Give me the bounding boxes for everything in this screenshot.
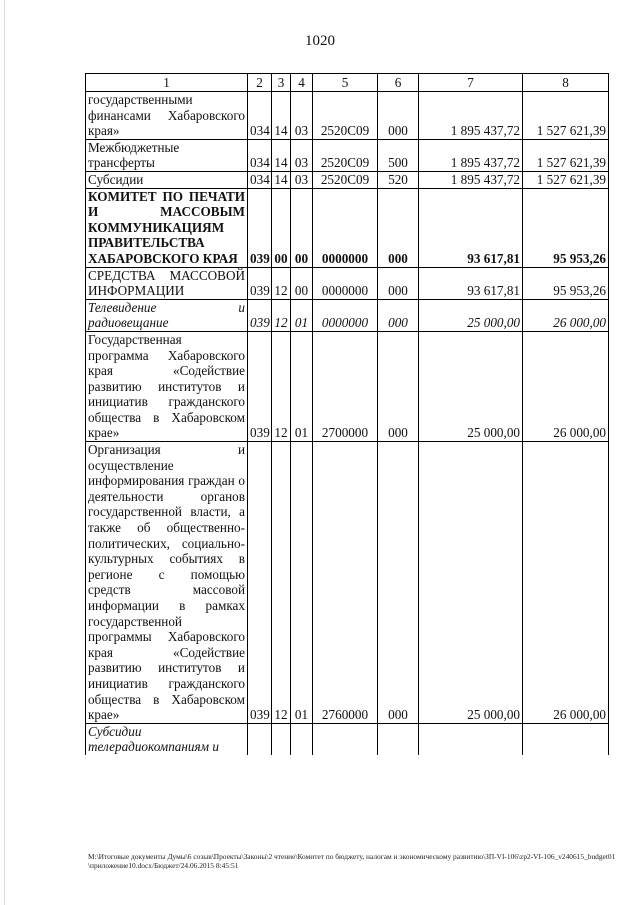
cell-target-article — [313, 723, 378, 755]
column-header: 2 — [248, 74, 272, 92]
cell-amount-year-1: 25 000,00 — [419, 442, 523, 724]
cell-name: КОМИТЕТ ПО ПЕЧАТИ И МАССОВЫМ КОММУНИКАЦИЯМ ПРАВИТЕЛЬСТВА ХАБАРОВСКОГО КРАЯ — [86, 188, 248, 267]
cell-amount-year-2 — [523, 723, 609, 755]
column-header: 6 — [378, 74, 419, 92]
cell-name: Субсидии — [86, 171, 248, 188]
cell-amount-year-1 — [419, 723, 523, 755]
cell-expense-type: 000 — [378, 267, 419, 299]
cell-admin-code — [248, 723, 272, 755]
cell-target-article: 0000000 — [313, 188, 378, 267]
page-number: 1020 — [305, 33, 335, 49]
cell-amount-year-1: 1 895 437,72 — [419, 92, 523, 140]
table-body — [86, 92, 609, 755]
cell-subsection: 03 — [291, 92, 313, 140]
cell-expense-type: 000 — [378, 188, 419, 267]
cell-amount-year-2: 1 527 621,39 — [523, 139, 609, 171]
cell-amount-year-1: 25 000,00 — [419, 299, 523, 331]
cell-target-article: 2520С09 — [313, 139, 378, 171]
cell-amount-year-2: 1 527 621,39 — [523, 92, 609, 140]
cell-admin-code: 039 — [248, 331, 272, 441]
cell-admin-code: 039 — [248, 188, 272, 267]
budget-table — [85, 73, 609, 755]
table-row — [86, 267, 609, 299]
table-row — [86, 299, 609, 331]
cell-name: государственными финансами Хабаровского края» — [86, 92, 248, 140]
cell-admin-code: 034 — [248, 92, 272, 140]
cell-name: Организация и осуществление информирования граждан о деятельности органов государственной власти, а также об общественно-политических, социально-культурных событиях в регионе с помощью средств массовой информации в рамках государственной программы Хабаровского края «Содействие развитию институтов и инициатив гражданского общества в Хабаровском крае» — [86, 442, 248, 724]
cell-amount-year-1: 1 895 437,72 — [419, 139, 523, 171]
cell-section: 00 — [272, 188, 291, 267]
cell-section — [272, 723, 291, 755]
cell-subsection: 01 — [291, 442, 313, 724]
cell-name: Телевидение и радиовещание — [86, 299, 248, 331]
column-header: 5 — [313, 74, 378, 92]
table-row — [86, 723, 609, 755]
cell-amount-year-2: 95 953,26 — [523, 188, 609, 267]
cell-expense-type: 000 — [378, 442, 419, 724]
page-edge-line — [4, 0, 5, 905]
cell-section: 14 — [272, 171, 291, 188]
cell-expense-type: 000 — [378, 331, 419, 441]
cell-section: 12 — [272, 442, 291, 724]
table-row — [86, 188, 609, 267]
cell-target-article: 0000000 — [313, 267, 378, 299]
cell-amount-year-1: 93 617,81 — [419, 188, 523, 267]
cell-amount-year-1: 1 895 437,72 — [419, 171, 523, 188]
cell-admin-code: 039 — [248, 267, 272, 299]
cell-target-article: 2520С09 — [313, 171, 378, 188]
cell-name: СРЕДСТВА МАССОВОЙ ИНФОРМАЦИИ — [86, 267, 248, 299]
cell-section: 12 — [272, 299, 291, 331]
cell-expense-type: 520 — [378, 171, 419, 188]
cell-admin-code: 034 — [248, 139, 272, 171]
cell-name: Межбюджетные трансферты — [86, 139, 248, 171]
cell-subsection: 01 — [291, 331, 313, 441]
cell-target-article: 2760000 — [313, 442, 378, 724]
column-header: 7 — [419, 74, 523, 92]
cell-subsection: 03 — [291, 139, 313, 171]
column-header: 1 — [86, 74, 248, 92]
column-header: 3 — [272, 74, 291, 92]
cell-section: 14 — [272, 92, 291, 140]
cell-amount-year-2: 26 000,00 — [523, 299, 609, 331]
cell-section: 12 — [272, 267, 291, 299]
cell-subsection: 01 — [291, 299, 313, 331]
cell-subsection: 00 — [291, 188, 313, 267]
cell-target-article: 2520С09 — [313, 92, 378, 140]
column-header: 4 — [291, 74, 313, 92]
footer-file-path: М:\Итоговые документы Думы\6 созыв\Проекты\Законы\2 чтение\Комитет по бюджету, налогам и экономическому развитию\ЗП-VI-106\zp2-VI-106_v240615_budget01\приложение10.docx/Бюджет/24.06.2015 8:45:51 — [88, 852, 616, 870]
cell-name: Государственная программа Хабаровского края «Содействие развитию институтов и инициатив гражданского общества в Хабаровском крае» — [86, 331, 248, 441]
table-row — [86, 139, 609, 171]
cell-admin-code: 039 — [248, 442, 272, 724]
cell-subsection: 03 — [291, 171, 313, 188]
cell-target-article: 2700000 — [313, 331, 378, 441]
cell-target-article: 0000000 — [313, 299, 378, 331]
cell-amount-year-1: 93 617,81 — [419, 267, 523, 299]
cell-admin-code: 034 — [248, 171, 272, 188]
cell-subsection: 00 — [291, 267, 313, 299]
cell-admin-code: 039 — [248, 299, 272, 331]
table-row — [86, 442, 609, 724]
table-row — [86, 171, 609, 188]
cell-amount-year-2: 26 000,00 — [523, 331, 609, 441]
cell-section: 12 — [272, 331, 291, 441]
cell-name: Субсидии телерадиокомпаниям и — [86, 723, 248, 755]
cell-amount-year-2: 1 527 621,39 — [523, 171, 609, 188]
cell-subsection — [291, 723, 313, 755]
table-row — [86, 331, 609, 441]
cell-amount-year-2: 95 953,26 — [523, 267, 609, 299]
cell-expense-type: 000 — [378, 299, 419, 331]
table-header-row — [86, 74, 609, 92]
cell-amount-year-1: 25 000,00 — [419, 331, 523, 441]
cell-section: 14 — [272, 139, 291, 171]
cell-expense-type — [378, 723, 419, 755]
table-row — [86, 92, 609, 140]
cell-expense-type: 000 — [378, 92, 419, 140]
column-header: 8 — [523, 74, 609, 92]
cell-expense-type: 500 — [378, 139, 419, 171]
cell-amount-year-2: 26 000,00 — [523, 442, 609, 724]
